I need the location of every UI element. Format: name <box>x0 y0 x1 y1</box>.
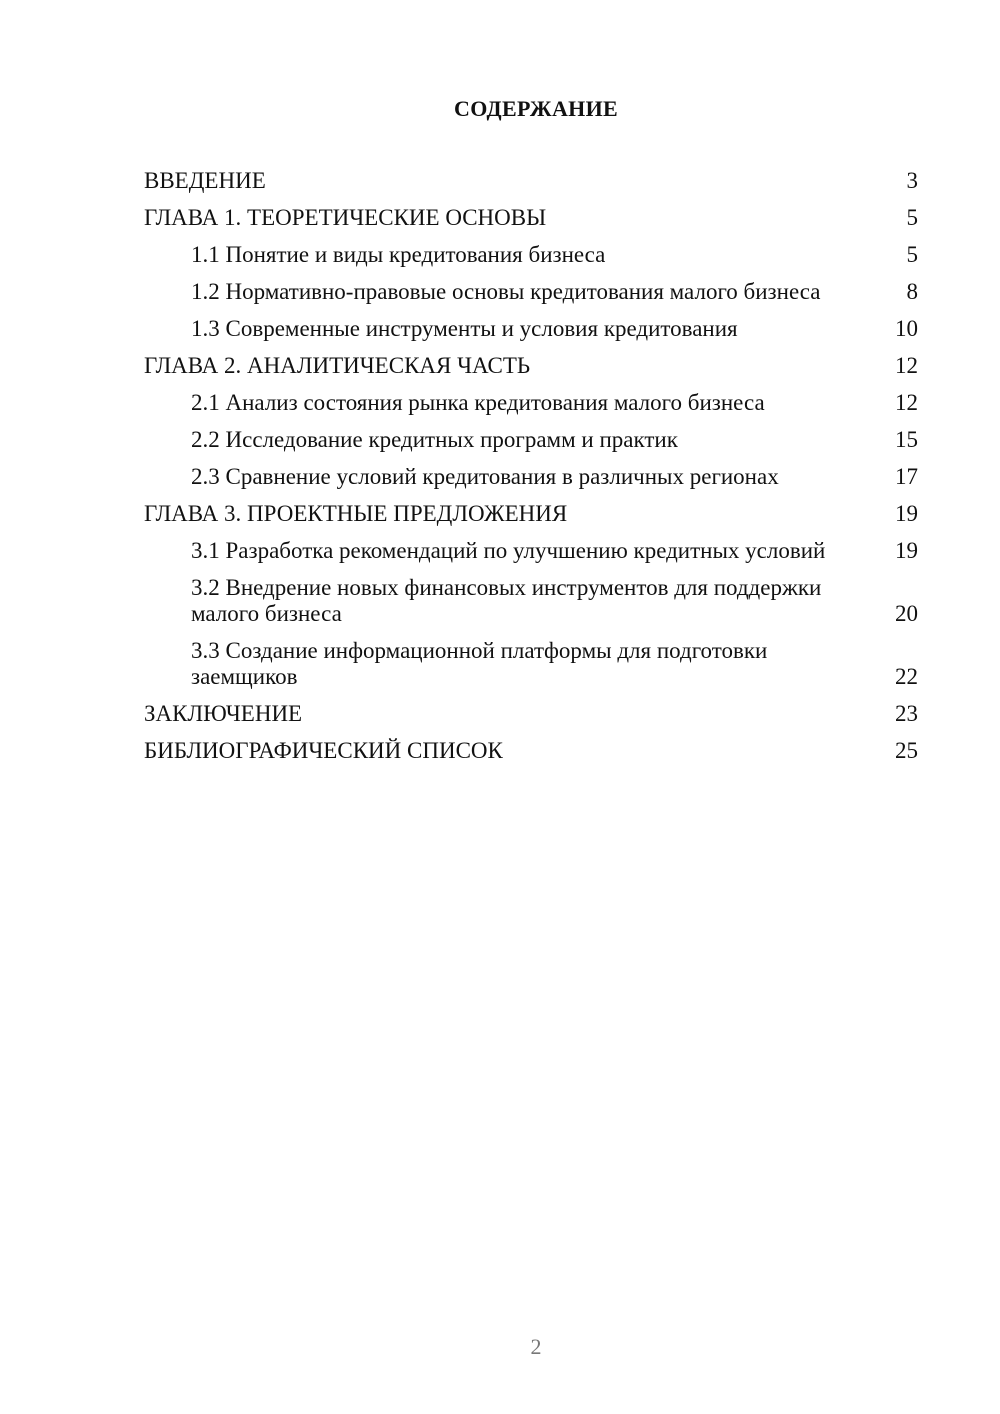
toc-entry-label: ГЛАВА 3. ПРОЕКТНЫЕ ПРЕДЛОЖЕНИЯ <box>144 501 568 526</box>
toc-entry-page: 5 <box>906 242 918 267</box>
toc-entry-page: 12 <box>895 390 918 415</box>
toc-entry-page: 12 <box>895 353 918 378</box>
toc-entry-3-1[interactable] <box>144 538 918 564</box>
toc-entry-page: 23 <box>895 701 918 726</box>
toc-entry-1-3[interactable] <box>144 316 918 342</box>
toc-entry-page: 22 <box>895 664 918 689</box>
toc-entry-page: 3 <box>906 168 918 193</box>
toc-entry-label: ГЛАВА 2. АНАЛИТИЧЕСКАЯ ЧАСТЬ <box>144 353 531 378</box>
toc-entry-chapter-2[interactable] <box>144 353 918 379</box>
toc-entry-3-3[interactable] <box>144 638 918 690</box>
toc-entry-label: ГЛАВА 1. ТЕОРЕТИЧЕСКИЕ ОСНОВЫ <box>144 205 547 230</box>
toc-entry-introduction[interactable] <box>144 168 918 194</box>
table-of-contents <box>144 168 918 775</box>
toc-entry-2-1[interactable] <box>144 390 918 416</box>
toc-entry-label: БИБЛИОГРАФИЧЕСКИЙ СПИСОК <box>144 738 503 763</box>
toc-entry-page: 8 <box>906 279 918 304</box>
toc-entry-2-2[interactable] <box>144 427 918 453</box>
toc-entry-label: 3.1 Разработка рекомендаций по улучшению кредитных условий <box>191 538 826 563</box>
toc-entry-label: ВВЕДЕНИЕ <box>144 168 266 193</box>
toc-entry-label: 1.1 Понятие и виды кредитования бизнеса <box>191 242 606 267</box>
toc-entry-label: 3.3 Создание информационной платформы для подготовки заемщиков <box>191 638 768 689</box>
toc-entry-1-2[interactable] <box>144 279 918 305</box>
toc-entry-chapter-1[interactable] <box>144 205 918 231</box>
toc-entry-label: 2.2 Исследование кредитных программ и практик <box>191 427 678 452</box>
toc-entry-label: 1.2 Нормативно-правовые основы кредитования малого бизнеса <box>191 279 821 304</box>
toc-entry-page: 15 <box>895 427 918 452</box>
toc-entry-page: 19 <box>895 538 918 563</box>
toc-entry-chapter-3[interactable] <box>144 501 918 527</box>
toc-entry-page: 25 <box>895 738 918 763</box>
toc-entry-1-1[interactable] <box>144 242 918 268</box>
toc-entry-label: 1.3 Современные инструменты и условия кредитования <box>191 316 738 341</box>
toc-entry-page: 19 <box>895 501 918 526</box>
toc-entry-label: 2.3 Сравнение условий кредитования в различных регионах <box>191 464 779 489</box>
toc-title: СОДЕРЖАНИЕ <box>454 96 618 121</box>
toc-entry-bibliography[interactable] <box>144 738 918 764</box>
toc-entry-page: 5 <box>906 205 918 230</box>
page-number: 2 <box>530 1334 542 1359</box>
toc-entry-2-3[interactable] <box>144 464 918 490</box>
toc-entry-conclusion[interactable] <box>144 701 918 727</box>
toc-entry-label: ЗАКЛЮЧЕНИЕ <box>144 701 303 726</box>
toc-entry-page: 20 <box>895 601 918 626</box>
toc-entry-page: 17 <box>895 464 918 489</box>
toc-entry-label: 2.1 Анализ состояния рынка кредитования малого бизнеса <box>191 390 765 415</box>
toc-entry-label: 3.2 Внедрение новых финансовых инструментов для поддержки малого бизнеса <box>191 575 822 626</box>
toc-entry-page: 10 <box>895 316 918 341</box>
toc-entry-3-2[interactable] <box>144 575 918 627</box>
